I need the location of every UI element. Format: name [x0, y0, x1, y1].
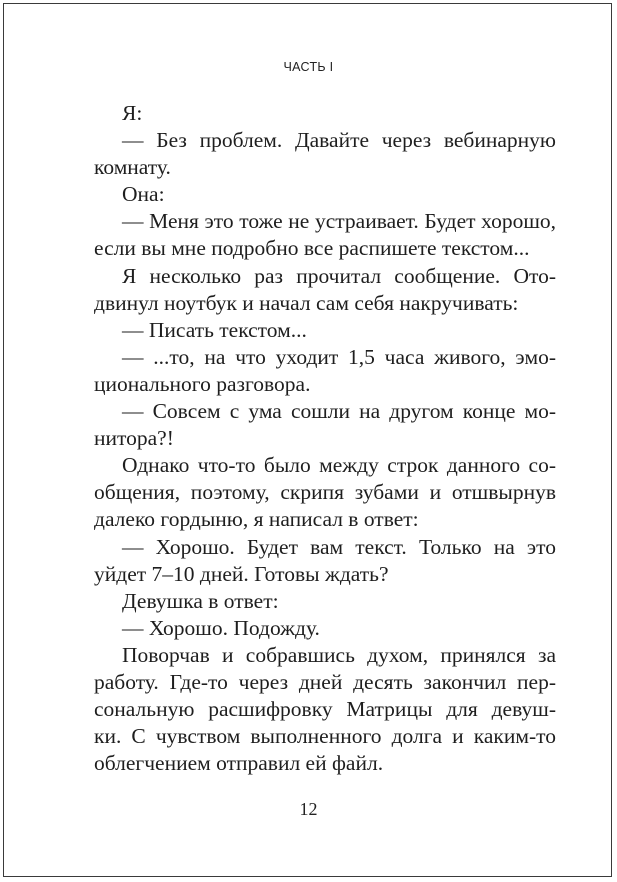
body-text: [94, 100, 556, 777]
text-line: — Хорошо. Будет вам текст. Только на это: [122, 534, 556, 559]
page-number: 12: [299, 799, 318, 819]
text-line: Однако что-то было между строк данного со-: [122, 453, 556, 478]
text-line: — Совсем с ума сошли на другом конце мо-: [122, 399, 556, 424]
running-header: ЧАСТЬ I: [283, 60, 334, 74]
text-line: — Писать текстом...: [122, 317, 307, 342]
text-line: облегчением отправил ей файл.: [94, 751, 384, 776]
text-line: Я:: [122, 101, 143, 125]
text-line: сональную расшифровку Матрицы для девуш-: [94, 697, 556, 722]
text-line: — Хорошо. Подожду.: [122, 615, 320, 640]
text-line: уйдет 7–10 дней. Готовы ждать?: [94, 561, 389, 586]
text-line: Я несколько раз прочитал сообщение. Ото-: [122, 263, 556, 288]
text-line: Девушка в ответ:: [122, 588, 279, 613]
text-line: комнату.: [94, 155, 171, 180]
text-line: далеко гордыню, я написал в ответ:: [94, 507, 419, 532]
text-line: ционального разговора.: [94, 371, 311, 396]
text-line: если вы мне подробно все распишете текстом...: [94, 236, 530, 261]
text-line: работу. Где-то через дней десять закончил пер-: [94, 669, 556, 694]
text-line: общения, поэтому, скрипя зубами и отшвырнув: [94, 480, 556, 505]
text-line: — Меня это тоже не устраивает. Будет хорошо,: [122, 209, 556, 234]
text-line: двинул ноутбук и начал сам себя накручивать:: [94, 290, 519, 315]
text-line: Поворчав и собравшись духом, принялся за: [122, 642, 556, 667]
text-line: Она:: [122, 182, 165, 207]
text-line: — Без проблем. Давайте через вебинарную: [122, 128, 556, 153]
text-line: — ...то, на что уходит 1,5 часа живого, эмо-: [122, 344, 556, 369]
text-line: нитора?!: [94, 426, 174, 451]
text-line: ки. С чувством выполненного долга и каким-то: [94, 724, 556, 749]
